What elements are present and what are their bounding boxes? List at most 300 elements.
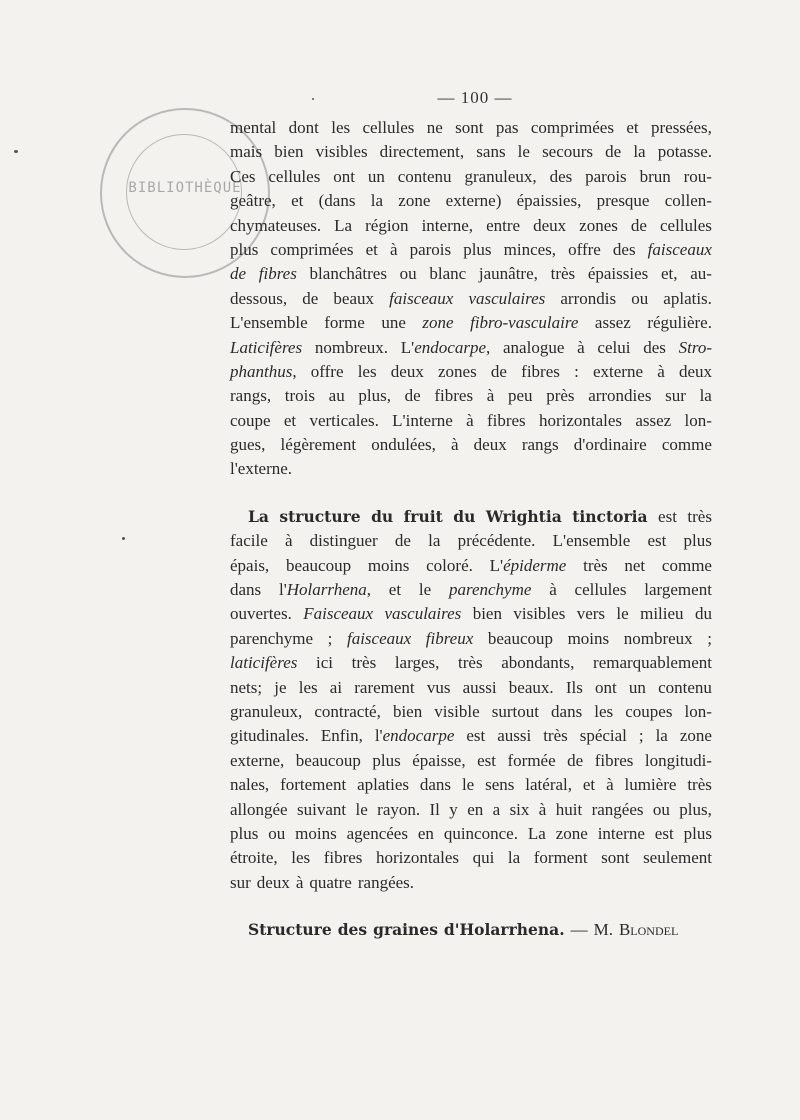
word: verticales. [309,410,379,430]
word: ou [268,823,286,843]
word: sens [485,775,515,795]
word: deux [390,361,424,381]
word: épaissies, [516,191,582,211]
text-line [230,918,712,942]
word: dans [551,701,583,721]
text-line [230,360,712,384]
word: (dans [318,191,356,211]
word: ouvertes. [230,604,292,624]
text-line [230,822,712,846]
word: je [274,677,287,697]
word: externe [592,361,644,381]
word: blanc [429,264,467,284]
text-line [230,189,712,213]
word: la [370,191,384,211]
word: plus, [358,386,391,406]
word: cellules [659,215,712,235]
word: — [570,920,588,940]
word: rou- [683,166,712,186]
word: la [428,531,441,551]
word: ou [631,288,649,308]
word: à [295,872,304,892]
word: de [404,386,421,406]
word: gues, [230,435,266,455]
word: fibres [323,848,363,868]
word: plus [463,239,492,259]
word: allongée [230,799,288,819]
word: minces, [503,239,557,259]
word: et [388,580,402,600]
word: jaunâtre, [478,264,538,284]
word: ont [333,166,355,186]
word: sur [230,872,251,892]
word: plus [683,531,712,551]
word: offre [310,361,344,381]
ink-speck [122,537,125,540]
word: assez [635,410,672,430]
word: très [687,506,712,526]
word: un [628,677,646,697]
word: lon- [684,701,712,721]
word: ondulées, [371,435,436,455]
word: les [357,361,377,381]
word: le [616,604,629,624]
text-line [230,505,712,529]
word: sont [601,848,630,868]
word: une [381,313,406,333]
word: plus [683,823,712,843]
word: L'interne [392,410,453,430]
paragraph-gap [230,482,712,505]
word: externe, [230,750,285,770]
word: sont [455,118,484,137]
text-line [230,165,712,189]
word: visibles [513,604,566,624]
word: zone [555,823,588,843]
word: et [365,239,378,259]
word: dans [419,775,452,795]
text-line [230,409,712,433]
word: à [466,410,474,430]
word: y [449,799,458,819]
word: des [337,920,368,940]
word: L'ensemble [230,313,308,333]
word: région [365,215,409,235]
word: fibres [521,361,560,381]
word: rangées. [357,872,415,892]
word: est [466,726,486,746]
word: fibres [594,750,634,770]
text-line [230,433,712,457]
word: zone [398,191,431,211]
word: interne [597,823,645,843]
word: mais [230,142,263,162]
word: de [605,142,622,162]
word: plus [372,750,401,770]
word: directement, [379,142,465,162]
word: au- [690,264,712,284]
word: et [283,410,297,430]
word: distinguer [309,531,378,551]
word: régulière. [647,313,712,333]
word: agencées [346,823,408,843]
word: chymateuses. [230,215,322,235]
text-line [230,140,712,164]
word: de [230,264,247,284]
word: parenchyme [448,580,532,600]
word: ou [399,264,417,284]
word: aussi [462,677,497,697]
word: d'ordinaire [573,435,647,455]
word: fibres [434,386,474,406]
word: deux [256,872,290,892]
text-line [230,262,712,286]
text-line [230,700,712,724]
word: sans [476,142,506,162]
word: potasse. [657,142,712,162]
word: comme [661,555,712,575]
word: formée [507,750,556,770]
word: Ces [230,166,256,186]
word: à [284,531,293,551]
word: aussi [497,726,532,746]
word: net [624,555,646,575]
word: est [658,506,677,526]
page-number: — 100 — [437,88,513,107]
text-line [230,554,712,578]
word: geâtre, [230,191,276,211]
word: la [633,142,646,162]
word: à [486,386,495,406]
word: abondants, [501,653,575,673]
word: La [248,506,269,526]
word: faisceaux [647,239,712,259]
word: six [509,799,530,819]
word: forme [324,313,365,333]
text-line [230,238,712,262]
text-line [230,651,712,675]
text-line [230,384,712,408]
word: larges, [394,653,440,673]
word: blanchâtres [309,264,387,284]
word: interne, [421,215,474,235]
word: coupe [230,410,271,430]
text-line [230,749,712,773]
word: dessous, [230,288,288,308]
word: bien [392,701,423,721]
word: Blondel [618,920,679,940]
word: l'Holarrhena, [278,580,371,600]
word: beaux. [508,677,554,697]
word: précédente. [457,531,536,551]
word: ont [594,677,617,697]
word: ou [652,799,670,819]
word: trois [284,386,315,406]
text-line [230,871,712,895]
word: épais, [230,555,270,575]
word: coupes [625,701,673,721]
word: en [417,823,434,843]
word: horizontales [538,410,623,430]
word: L'endocarpe, [400,337,491,357]
word: très [458,653,483,673]
word: le [461,775,475,795]
word: granuleux, [464,166,537,186]
word: quinconce. [443,823,518,843]
word: phanthus, [230,361,297,381]
word: lumière [624,775,677,795]
word: le [418,580,432,600]
word: L'épiderme [489,555,567,575]
word: du [694,604,712,624]
word: à [451,435,459,455]
word: analogue [503,337,565,357]
word: au [328,386,345,406]
word: rangs [521,435,559,455]
word: cellules [362,118,415,137]
text-line [230,798,712,822]
stamp-text: BIBLIOTHÈQUE [128,180,242,196]
word: l'externe. [230,459,293,479]
word: graines [373,920,438,940]
word: des [549,166,573,186]
text-line [230,676,712,700]
word: structure [279,506,361,526]
word: de [567,750,584,770]
word: faisceaux [389,288,454,308]
word: et [626,118,639,137]
text-line [230,602,712,626]
word: des [612,239,636,259]
word: facile [230,531,268,551]
word: les [298,677,318,697]
text-line [230,116,712,140]
word: plus [230,823,259,843]
word: vers [576,604,606,624]
word: le [517,142,530,162]
word: est [477,750,496,770]
word: les [594,701,614,721]
text-line [230,311,712,335]
word: mental [230,118,277,137]
word: à [549,580,557,600]
word: huit [555,799,583,819]
word: entre [486,215,521,235]
word: dont [288,118,319,137]
word: aplatis. [663,288,712,308]
word: Enfin, [320,726,363,746]
word: fortement [280,775,347,795]
word: étroite, [230,848,278,868]
word: près [546,386,575,406]
word: cellules [268,166,321,186]
word: très [351,653,377,673]
word: fibres [258,264,297,284]
word: La [334,215,353,235]
word: le [355,799,368,819]
word: à [538,799,547,819]
word: vus [426,677,451,697]
word: aplaties [357,775,409,795]
word: pas [495,118,519,137]
text-line [230,287,712,311]
word: ai [329,677,343,697]
word: Structure [248,920,332,940]
word: de [394,531,411,551]
word: d'Holarrhena. [443,920,565,940]
word: nales, [230,775,270,795]
word: comprimées [530,118,614,137]
word: ici [316,653,333,673]
text-line [230,724,712,748]
word: nombreux [623,628,693,648]
word: de [630,215,647,235]
word: forment [533,848,588,868]
text-line [230,846,712,870]
word: Wrightia [485,506,562,526]
word: brun [639,166,671,186]
word: la [699,386,712,406]
word: très [687,775,712,795]
word: nets; [230,677,263,697]
word: parois [409,239,452,259]
word: rarement [354,677,415,697]
word: des [643,337,666,357]
word: à [577,337,585,357]
word: peu [507,386,533,406]
word: milieu [640,604,684,624]
word: du [371,506,394,526]
word: collen- [664,191,712,211]
word: épaissies [587,264,649,284]
word: légèrement [280,435,357,455]
word: bien [472,604,502,624]
word: qui [472,848,495,868]
word: ne [426,118,443,137]
word: moins [295,823,337,843]
word: très [550,264,576,284]
word: zones [438,361,477,381]
text-line [230,627,712,651]
word: quatre [309,872,352,892]
text-line [230,773,712,797]
word: sur [665,386,686,406]
word: fibreux [425,628,474,648]
word: surtout [491,701,539,721]
word: vasculaires [384,604,462,624]
word: arrondis [560,288,617,308]
word: La [527,823,546,843]
word: beaucoup [487,628,553,648]
word: la [655,726,668,746]
word: moins [567,628,610,648]
word: cellules [574,580,627,600]
word: très [583,555,608,575]
word: laticifères [230,653,298,673]
word: celui [597,337,631,357]
word: visible [434,701,480,721]
body-text [230,116,712,943]
word: deux [533,215,567,235]
word: épaisse, [412,750,466,770]
word: bien [274,142,304,162]
word: horizontales [375,848,460,868]
word: moins [367,555,410,575]
text-line [230,529,712,553]
word: un [367,166,385,186]
word: Laticifères [230,337,303,357]
word: parois [585,166,627,186]
word: contenu [658,677,712,697]
word: ; [327,628,333,648]
word: Stro- [678,337,712,357]
word: beaux [333,288,375,308]
word: spécial [579,726,627,746]
word: externe) [445,191,502,211]
word: vasculaires [468,288,546,308]
word: fibres [486,410,526,430]
word: plus, [679,799,712,819]
word: granuleux, [230,701,303,721]
word: zone [679,726,712,746]
paragraph-gap [230,895,712,918]
word: est [654,823,674,843]
word: M. [593,920,613,940]
word: en [467,799,484,819]
word: parenchyme [230,628,314,648]
text-line [230,578,712,602]
word: rangées [591,799,644,819]
word: longitudi- [644,750,712,770]
word: arrondies [588,386,652,406]
word: zones [579,215,618,235]
word: faisceaux [346,628,412,648]
word: plus [230,239,259,259]
word: la [507,848,521,868]
word: beaucoup [285,555,352,575]
word: visibles [315,142,368,162]
word: seulement [643,848,712,868]
word: les [331,118,351,137]
word: latéral, [525,775,572,795]
word: largement [644,580,712,600]
word: beaucoup [295,750,361,770]
word: suivant [296,799,347,819]
word: tinctoria [572,506,648,526]
word: lon- [684,410,712,430]
word: gitudinales. [230,726,309,746]
word: et [582,775,596,795]
word: nombreux. [314,337,389,357]
word: les [291,848,311,868]
word: assez [594,313,631,333]
word: Faisceaux [303,604,374,624]
word: rangs, [230,386,272,406]
word: deux [678,361,712,381]
word: remarquablement [593,653,712,673]
word: deux [473,435,507,455]
word: ; [707,628,712,648]
word: et [291,191,304,211]
word: secours [542,142,594,162]
word: à [657,361,665,381]
word: contenu [397,166,452,186]
word: fibro-vasculaire [470,313,579,333]
word: Ils [565,677,583,697]
ink-speck [14,150,18,153]
word: très [543,726,568,746]
word: fruit [403,506,443,526]
